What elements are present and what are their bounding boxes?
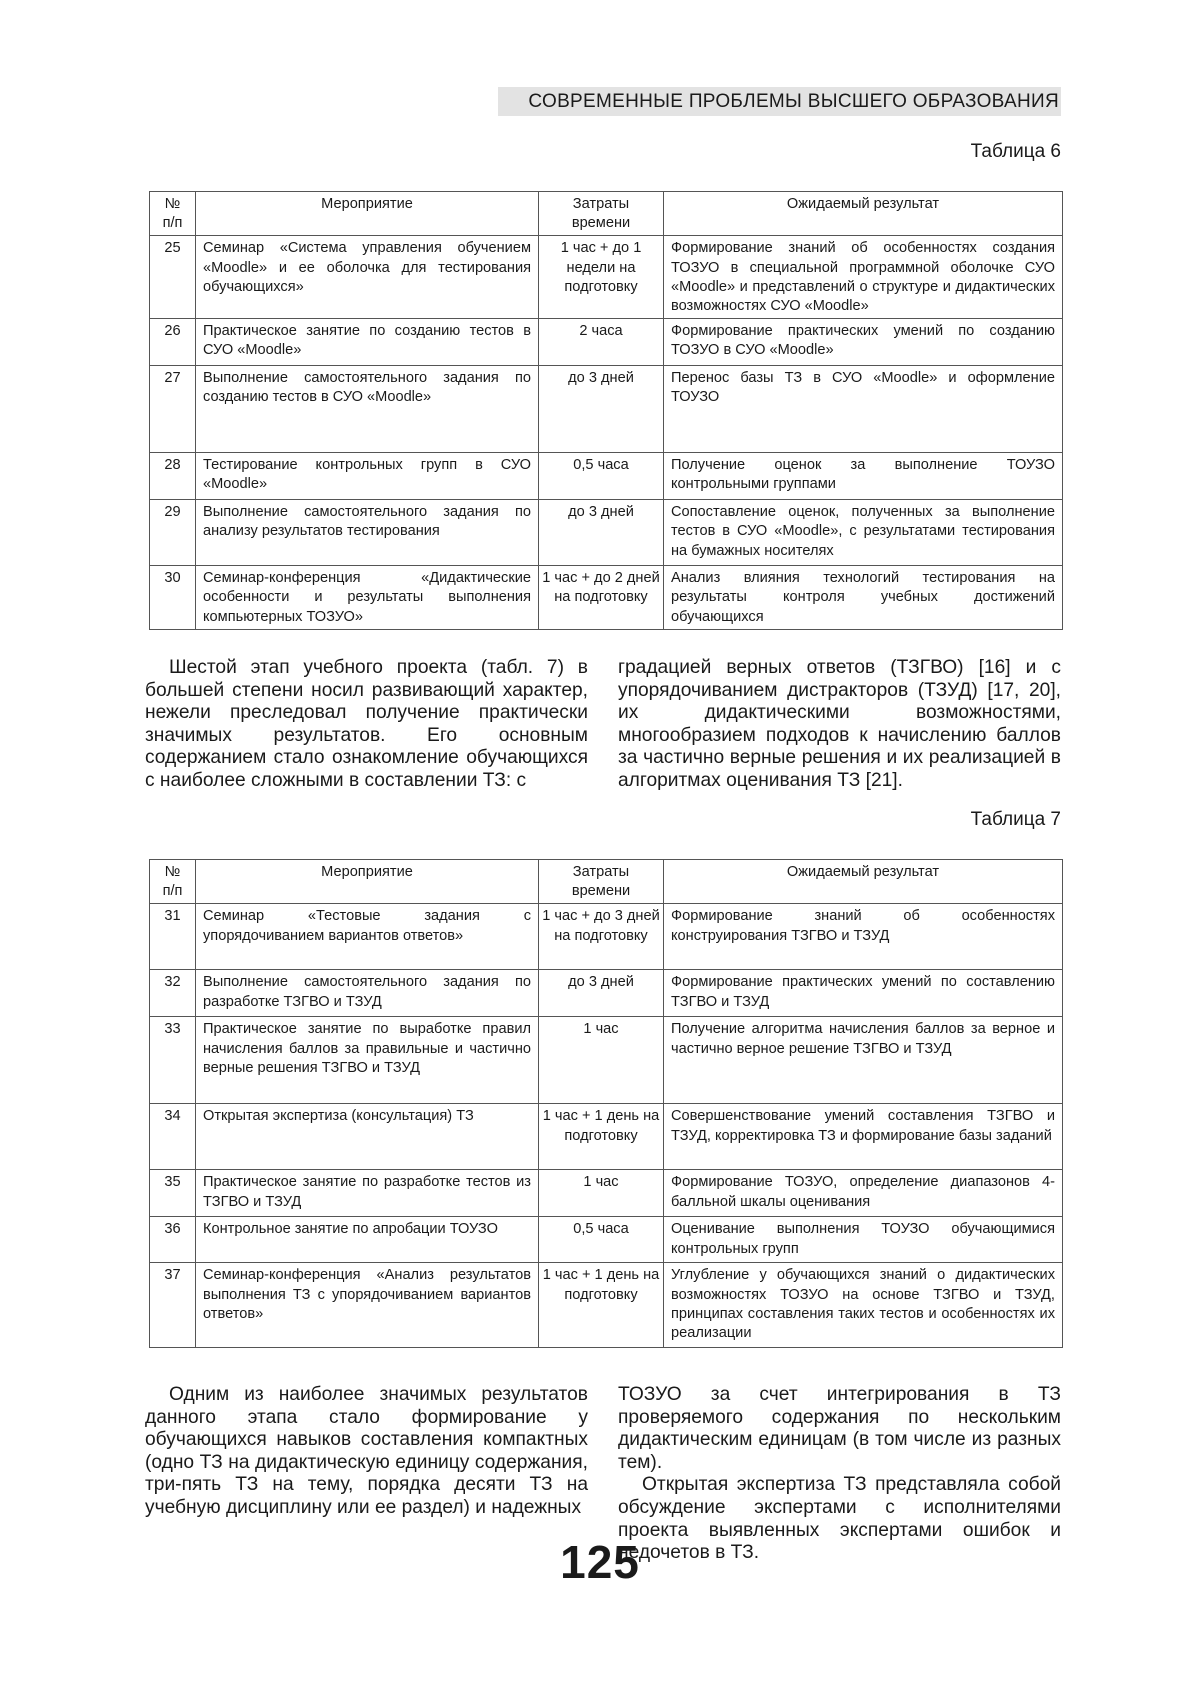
table-row	[150, 1263, 1063, 1348]
row-num: 35	[150, 1170, 196, 1217]
row-result: Совершенствование умений составления ТЗГВО и ТЗУД, корректировка ТЗ и формирование базы заданий	[664, 1104, 1063, 1170]
row-time: до 3 дней	[539, 366, 664, 453]
table-row	[150, 1170, 1063, 1217]
row-result: Формирование знаний об особенностях конструирования ТЗГВО и ТЗУД	[664, 904, 1063, 970]
row-result: Формирование знаний об особенностях создания ТОЗУО в специальной программной оболочке СУО «Moodle» и представлений о структуре и дидактических возможностях СУО «Moodle»	[664, 236, 1063, 319]
row-time: 1 час + до 3 дней на подготовку	[539, 904, 664, 970]
row-event: Семинар-конференция «Дидактические особенности и результаты выполнения компьютерных ТОЗУО»	[196, 566, 539, 630]
table-row	[150, 566, 1063, 630]
header-num: № п/п	[150, 860, 196, 904]
row-event: Практическое занятие по выработке правил начисления баллов за правильные и частично верные решения ТЗГВО и ТЗУД	[196, 1017, 539, 1104]
row-event: Выполнение самостоятельного задания по анализу результатов тестирования	[196, 500, 539, 566]
row-num: 25	[150, 236, 196, 319]
row-time: 0,5 часа	[539, 1217, 664, 1263]
header-num: № п/п	[150, 192, 196, 236]
row-event: Практическое занятие по созданию тестов в СУО «Moodle»	[196, 319, 539, 366]
row-time: 1 час + до 1 недели на подготовку	[539, 236, 664, 319]
row-num: 34	[150, 1104, 196, 1170]
header-event: Мероприятие	[196, 860, 539, 904]
header-time: Затраты времени	[539, 192, 664, 236]
row-time: 0,5 часа	[539, 453, 664, 500]
row-num: 37	[150, 1263, 196, 1348]
row-result: Формирование практических умений по созданию ТОЗУО в СУО «Moodle»	[664, 319, 1063, 366]
row-event: Семинар «Система управления обучением «Moodle» и ее оболочка для тестирования обучающихся»	[196, 236, 539, 319]
row-num: 36	[150, 1217, 196, 1263]
table-row	[150, 319, 1063, 366]
paragraph: градацией верных ответов (ТЗГВО) [16] и с упорядочиванием дистракторов (ТЗУД) [17, 20], их дидактическими возможностями, многообразием подходов к начислению баллов за частично верные решения и их реализацией в алгоритмах оценивания ТЗ [21].	[618, 657, 1061, 791]
table-row	[150, 236, 1063, 319]
page-number: 125	[560, 1536, 640, 1588]
paragraph: Шестой этап учебного проекта (табл. 7) в большей степени носил развивающий характер, нежели преследовал получение практически значимых результатов. Его основным содержанием стало ознакомление обучающихся с наиболее сложными в составлении ТЗ: с	[145, 657, 588, 791]
row-num: 33	[150, 1017, 196, 1104]
header-result: Ожидаемый результат	[664, 860, 1063, 904]
row-num: 27	[150, 366, 196, 453]
row-result: Анализ влияния технологий тестирования на результаты контроля учебных достижений обучающихся	[664, 566, 1063, 630]
journal-running-header: СОВРЕМЕННЫЕ ПРОБЛЕМЫ ВЫСШЕГО ОБРАЗОВАНИЯ	[498, 87, 1061, 116]
table-header-row	[150, 860, 1063, 904]
row-result: Получение алгоритма начисления баллов за верное и частично верное решение ТЗГВО и ТЗУД	[664, 1017, 1063, 1104]
row-result: Сопоставление оценок, полученных за выполнение тестов в СУО «Moodle», с результатами тестирования на бумажных носителях	[664, 500, 1063, 566]
row-event: Семинар-конференция «Анализ результатов выполнения ТЗ с упорядочиванием вариантов ответов»	[196, 1263, 539, 1348]
table-row	[150, 366, 1063, 453]
row-time: 1 час + до 2 дней на подготовку	[539, 566, 664, 630]
table-row	[150, 970, 1063, 1017]
row-event: Тестирование контрольных групп в СУО «Moodle»	[196, 453, 539, 500]
header-time: Затраты времени	[539, 860, 664, 904]
row-result: Перенос базы ТЗ в СУО «Moodle» и оформление ТОУЗО	[664, 366, 1063, 453]
row-time: до 3 дней	[539, 970, 664, 1017]
paragraph: ТОЗУО за счет интегрирования в ТЗ проверяемого содержания по нескольким дидактическим единицам (в том числе из разных тем).	[618, 1384, 1061, 1473]
row-num: 29	[150, 500, 196, 566]
row-event: Выполнение самостоятельного задания по созданию тестов в СУО «Moodle»	[196, 366, 539, 453]
row-num: 26	[150, 319, 196, 366]
header-event: Мероприятие	[196, 192, 539, 236]
row-time: до 3 дней	[539, 500, 664, 566]
row-time: 1 час	[539, 1170, 664, 1217]
row-time: 1 час + 1 день на подготовку	[539, 1263, 664, 1348]
row-result: Получение оценок за выполнение ТОУЗО контрольными группами	[664, 453, 1063, 500]
paragraph: Одним из наиболее значимых результатов данного этапа стало формирование у обучающихся навыков составления компактных (одно ТЗ на дидактическую единицу содержания, три-пять ТЗ на тему, порядка десяти ТЗ на учебную дисциплину или ее раздел) и надежных	[145, 1384, 588, 1518]
row-num: 31	[150, 904, 196, 970]
row-event: Контрольное занятие по апробации ТОУЗО	[196, 1217, 539, 1263]
table-6	[149, 191, 1063, 630]
row-event: Открытая экспертиза (консультация) ТЗ	[196, 1104, 539, 1170]
table-row	[150, 500, 1063, 566]
table-header-row	[150, 192, 1063, 236]
paragraph: Открытая экспертиза ТЗ представляла собой обсуждение экспертами с исполнителями проекта выявленных экспертами ошибок и недочетов в ТЗ.	[618, 1474, 1061, 1564]
table6-caption: Таблица 6	[970, 141, 1061, 162]
row-result: Формирование практических умений по составлению ТЗГВО и ТЗУД	[664, 970, 1063, 1017]
row-result: Оценивание выполнения ТОУЗО обучающимися контрольных групп	[664, 1217, 1063, 1263]
table-row	[150, 1017, 1063, 1104]
table7-caption: Таблица 7	[970, 809, 1061, 830]
row-event: Семинар «Тестовые задания с упорядочиванием вариантов ответов»	[196, 904, 539, 970]
row-event: Практическое занятие по разработке тестов из ТЗГВО и ТЗУД	[196, 1170, 539, 1217]
row-time: 1 час	[539, 1017, 664, 1104]
row-num: 32	[150, 970, 196, 1017]
table-7	[149, 859, 1063, 1348]
row-num: 28	[150, 453, 196, 500]
row-num: 30	[150, 566, 196, 630]
row-result: Углубление у обучающихся знаний о дидактических возможностях ТОЗУО на основе ТЗГВО и ТЗУД, принципах составления таких тестов и особенностях их реализации	[664, 1263, 1063, 1348]
table-row	[150, 1217, 1063, 1263]
row-result: Формирование ТОЗУО, определение диапазонов 4-балльной шкалы оценивания	[664, 1170, 1063, 1217]
body-text-left-2	[145, 1384, 588, 1520]
table-row	[150, 1104, 1063, 1170]
table-row	[150, 904, 1063, 970]
body-text-left-1	[145, 657, 588, 793]
row-event: Выполнение самостоятельного задания по разработке ТЗГВО и ТЗУД	[196, 970, 539, 1017]
row-time: 1 час + 1 день на подготовку	[539, 1104, 664, 1170]
row-time: 2 часа	[539, 319, 664, 366]
body-text-right-1	[618, 657, 1061, 793]
table-row	[150, 453, 1063, 500]
header-result: Ожидаемый результат	[664, 192, 1063, 236]
